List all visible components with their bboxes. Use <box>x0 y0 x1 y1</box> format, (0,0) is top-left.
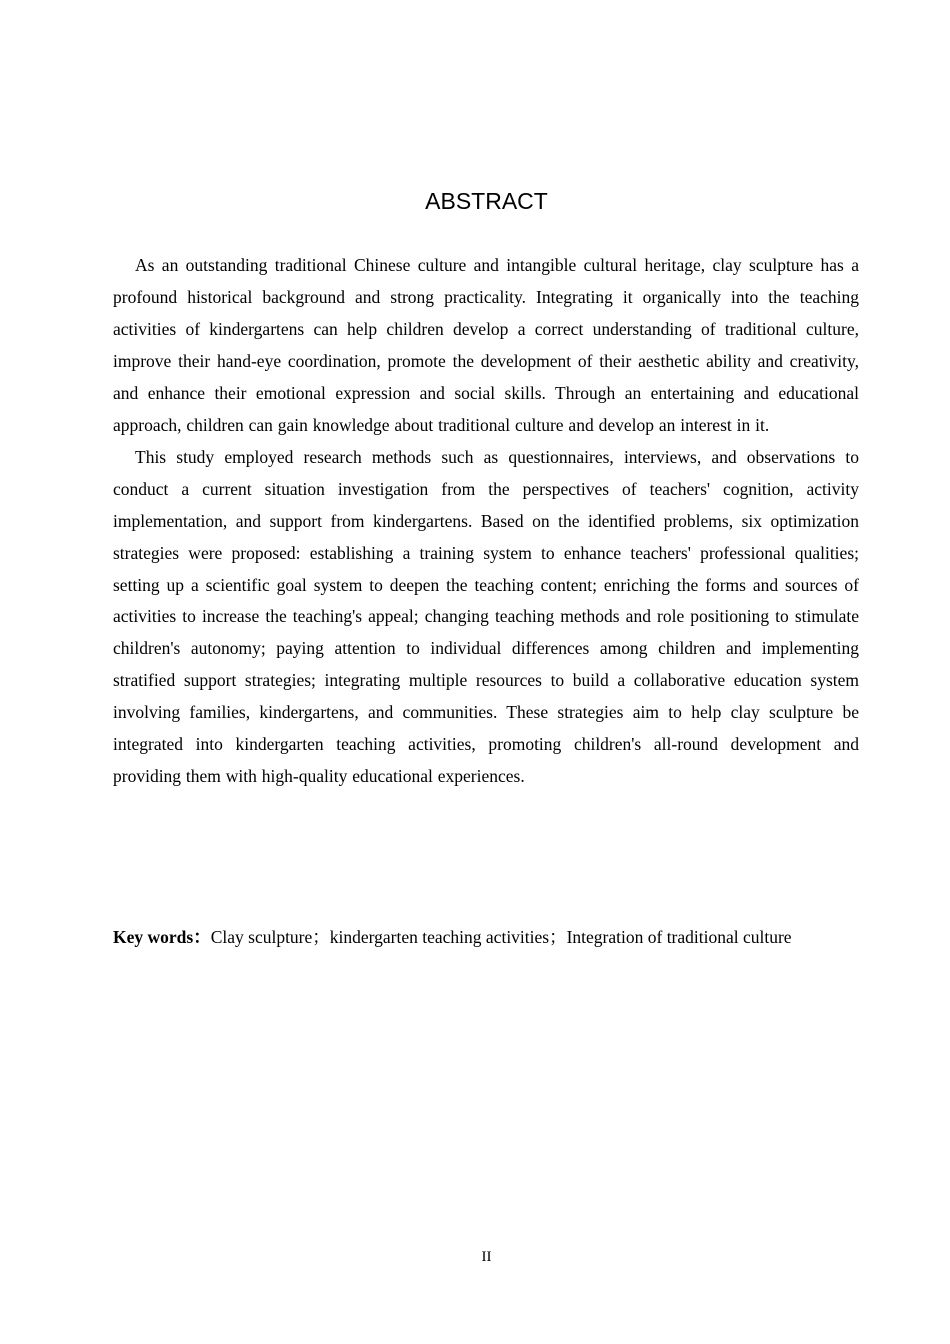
abstract-paragraph-1: As an outstanding traditional Chinese culture and intangible cultural heritage, clay sculpture has a profound historical background and strong practicality. Integrating it organically into the teaching activities of kindergartens can help children develop a correct understanding of traditional culture, improve their hand-eye coordination, promote the development of their aesthetic ability and creativity, and enhance their emotional expression and social skills. Through an entertaining and educational approach, children can gain knowledge about traditional culture and develop an interest in it. <box>113 255 859 435</box>
page-number: II <box>481 1249 492 1265</box>
abstract-title: ABSTRACT <box>425 188 548 214</box>
keywords-text: Clay sculpture；kindergarten teaching activities；Integration of traditional culture <box>210 927 792 947</box>
abstract-body <box>113 250 859 793</box>
keywords-label: Key words： <box>113 927 211 947</box>
keywords-line <box>113 921 873 953</box>
abstract-paragraph-2: This study employed research methods such as questionnaires, interviews, and observations to conduct a current situation investigation from the perspectives of teachers' cognition, activity implementation, and support from kindergartens. Based on the identified problems, six optimization strategies were proposed: establishing a training system to enhance teachers' professional qualities; setting up a scientific goal system to deepen the teaching content; enriching the forms and sources of activities to increase the teaching's appeal; changing teaching methods and role positioning to stimulate children's autonomy; paying attention to individual differences among children and implementing stratified support strategies; integrating multiple resources to build a collaborative education system involving families, kindergartens, and communities. These strategies aim to help clay sculpture be integrated into kindergarten teaching activities, promoting children's all-round development and providing them with high-quality educational experiences. <box>113 446 859 787</box>
